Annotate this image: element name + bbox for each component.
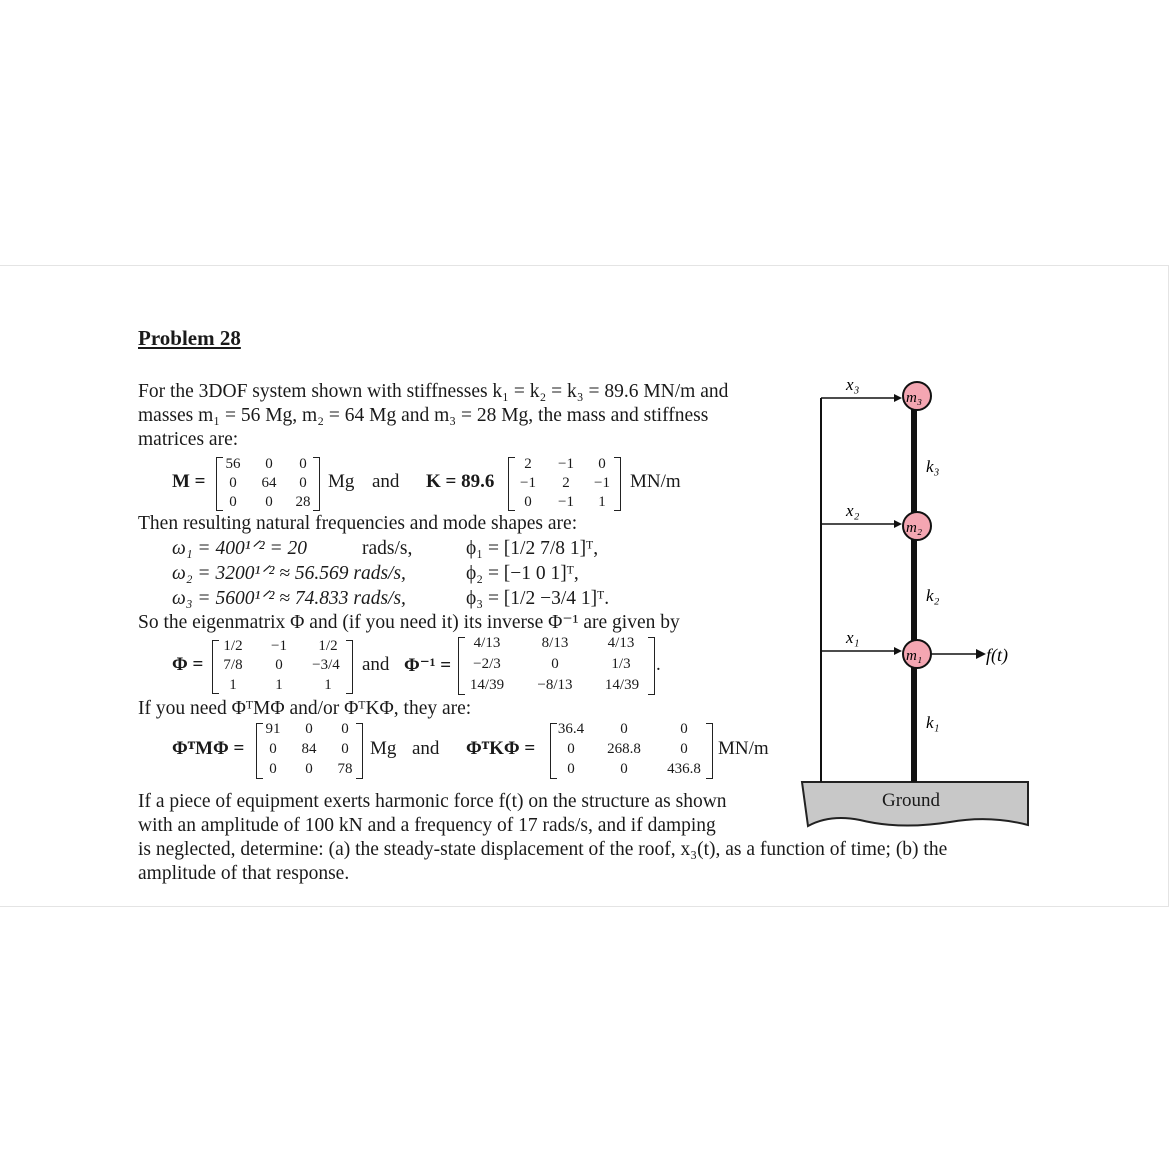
matrix-cell: −1 <box>271 638 287 654</box>
matrix-cell: −1 <box>558 494 574 510</box>
matrix-cell: −1 <box>594 475 610 491</box>
ptmp-label: ΦᵀMΦ = <box>172 738 245 759</box>
k3-label: k₃ <box>926 457 940 476</box>
matrix-cell: 0 <box>524 494 532 510</box>
matrix-cell: 36.4 <box>557 721 585 737</box>
matrix-cell: 436.8 <box>667 761 701 777</box>
ground-label: Ground <box>882 790 941 811</box>
m3-label: m₃ <box>906 390 923 406</box>
matrix-cell: 4/13 <box>607 635 635 651</box>
intro-line-2: masses m₁ = 56 Mg, m₂ = 64 Mg and m₃ = 28 Mg, the mass and stiffness <box>138 405 709 426</box>
matrix-cell: −3/4 <box>312 657 340 673</box>
matrix-cell: 14/39 <box>604 677 640 693</box>
x3-label: x₃ <box>846 375 860 394</box>
intro-line-1: For the 3DOF system shown with stiffnesses k₁ = k₂ = k₃ = 89.6 MN/m and <box>138 381 729 402</box>
matrix-cell: 0 <box>229 494 237 510</box>
matrix-cell: 0 <box>341 741 349 757</box>
matrix-cell: 2 <box>562 475 570 491</box>
k-matrix-label: K = 89.6 <box>426 471 495 492</box>
matrix-cell: 8/13 <box>541 635 569 651</box>
k1-label: k₁ <box>926 713 940 732</box>
x2-label: x₂ <box>846 501 860 520</box>
matrix-cell: 0 <box>567 741 575 757</box>
m1-label: m₁ <box>906 648 923 664</box>
m2-label: m₂ <box>906 520 923 536</box>
period: . <box>656 654 661 675</box>
matrix-cell: 7/8 <box>223 657 243 673</box>
matrix-cell: 0 <box>229 475 237 491</box>
matrix-cell: 1 <box>229 677 237 693</box>
matrix-cell: 0 <box>269 761 277 777</box>
m-unit: Mg <box>328 471 355 492</box>
ptkp-unit: MN/m <box>718 738 769 759</box>
omega-3: ω₃ = 5600¹ᐟ² ≈ 74.833 rads/s, <box>172 588 406 609</box>
matrix-cell: −2/3 <box>473 656 501 672</box>
problem-title: Problem 28 <box>138 326 241 350</box>
matrix-cell: 56 <box>225 456 241 472</box>
omega-1: ω₁ = 400¹ᐟ² = 20 <box>172 538 308 559</box>
matrix-cell: 0 <box>551 656 559 672</box>
matrix-cell: 1 <box>275 677 283 693</box>
matrix-cell: 0 <box>265 456 273 472</box>
matrix-cell: 0 <box>620 721 628 737</box>
matrix-cell: −8/13 <box>537 677 573 693</box>
matrix-cell: 0 <box>620 761 628 777</box>
matrix-cell: 0 <box>680 721 688 737</box>
structure-figure <box>790 370 1040 840</box>
force-label: f(t) <box>986 645 1008 665</box>
matrix-cell: 14/39 <box>469 677 505 693</box>
matrix-cell: 78 <box>337 761 353 777</box>
omega-1-unit: rads/s, <box>362 538 413 559</box>
matrix-cell: 0 <box>567 761 575 777</box>
and-word: and <box>412 738 440 759</box>
matrix-cell: 4/13 <box>473 635 501 651</box>
phi-3: ϕ₃ = [1/2 −3/4 1]ᵀ. <box>466 588 610 609</box>
omega-2: ω₂ = 3200¹ᐟ² ≈ 56.569 rads/s, <box>172 563 406 584</box>
matrix-cell: 1 <box>598 494 606 510</box>
intro-line-3: matrices are: <box>138 429 239 450</box>
matrix-cell: 1 <box>324 677 332 693</box>
matrix-cell: 0 <box>305 761 313 777</box>
matrix-cell: 0 <box>275 657 283 673</box>
matrix-cell: 0 <box>269 741 277 757</box>
k2-label: k₂ <box>926 586 940 605</box>
question-line-3: is neglected, determine: (a) the steady-state displacement of the roof, x₃(t), as a function of time; (b) the <box>138 839 948 860</box>
ptmp-unit: Mg <box>370 738 397 759</box>
question-line-1: If a piece of equipment exerts harmonic force f(t) on the structure as shown <box>138 791 727 812</box>
matrix-cell: 28 <box>295 494 311 510</box>
matrix-cell: 2 <box>524 456 532 472</box>
matrix-cell: 1/2 <box>223 638 243 654</box>
eigen-intro: So the eigenmatrix Φ and (if you need it) its inverse Φ⁻¹ are given by <box>138 612 680 633</box>
modal-intro: If you need ΦᵀMΦ and/or ΦᵀKΦ, they are: <box>138 698 472 719</box>
matrix-cell: 1/3 <box>611 656 631 672</box>
phi-1: ϕ₁ = [1/2 7/8 1]ᵀ, <box>466 538 599 559</box>
matrix-cell: 268.8 <box>607 741 641 757</box>
question-line-2: with an amplitude of 100 kN and a frequency of 17 rads/s, and if damping <box>138 815 716 836</box>
matrix-cell: 0 <box>598 456 606 472</box>
matrix-cell: 84 <box>301 741 317 757</box>
matrix-cell: 1/2 <box>318 638 338 654</box>
phi-2: ϕ₂ = [−1 0 1]ᵀ, <box>466 563 579 584</box>
matrix-cell: 91 <box>265 721 281 737</box>
m-matrix-label: M = <box>172 471 206 492</box>
matrix-cell: 0 <box>299 456 307 472</box>
matrix-cell: 0 <box>265 494 273 510</box>
x1-label: x₁ <box>846 628 860 647</box>
and-word: and <box>362 654 390 675</box>
intro-text <box>138 380 728 452</box>
matrix-cell: 64 <box>261 475 277 491</box>
matrix-cell: 0 <box>299 475 307 491</box>
freq-intro: Then resulting natural frequencies and mode shapes are: <box>138 513 578 534</box>
phi-matrix-label: Φ = <box>172 654 204 675</box>
and-word: and <box>372 471 400 492</box>
phi-inv-label: Φ⁻¹ = <box>404 655 452 676</box>
k-unit: MN/m <box>630 471 681 492</box>
matrix-cell: −1 <box>558 456 574 472</box>
ptkp-label: ΦᵀKΦ = <box>466 738 536 759</box>
matrix-cell: 0 <box>680 741 688 757</box>
matrix-cell: 0 <box>341 721 349 737</box>
matrix-cell: −1 <box>520 475 536 491</box>
question-line-4: amplitude of that response. <box>138 863 350 884</box>
matrix-cell: 0 <box>305 721 313 737</box>
